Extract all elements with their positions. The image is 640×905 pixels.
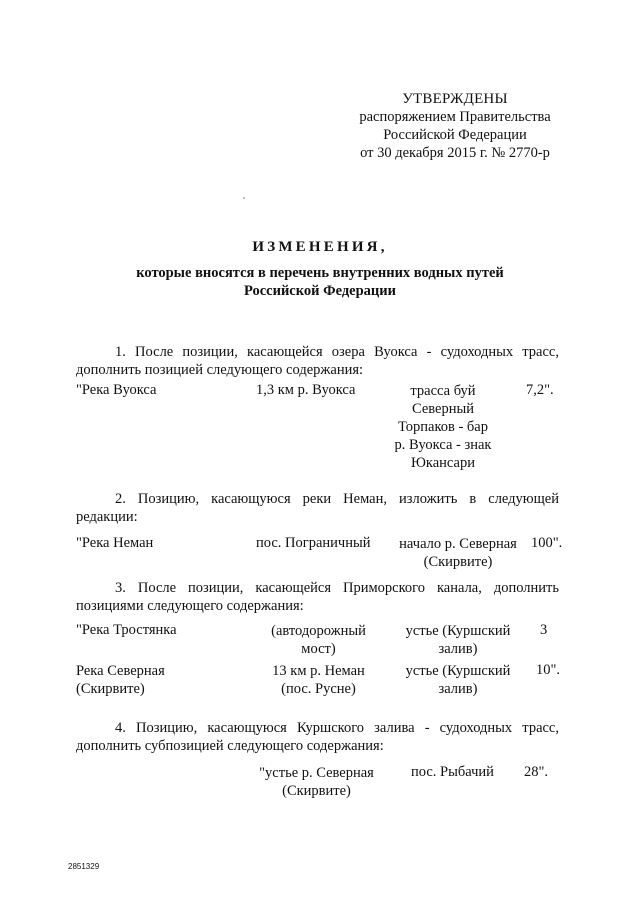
river-name: Река Северная (Скирвите) <box>76 663 165 697</box>
approval-line-government: распоряжением Правительства <box>359 109 551 125</box>
route-length: 28". <box>524 764 549 780</box>
route-end: трасса буй Северный Торпаков - бар р. Вуокса - знак Юкансари <box>394 383 492 471</box>
section-3-text: 3. После позиции, касающейся Приморского канала, дополнить позициями следующего содержания: <box>76 580 559 614</box>
route-start: 13 км р. Неман (пос. Русне) <box>272 663 365 697</box>
route-start: пос. Пограничный <box>256 535 371 551</box>
route-end: пос. Рыбачий <box>411 764 494 780</box>
route-length: 10". <box>536 662 561 678</box>
approval-line-date: от 30 декабря 2015 г. № 2770-р <box>360 145 550 161</box>
route-length: 3 <box>540 622 548 638</box>
route-start: 1,3 км р. Вуокса <box>256 382 356 398</box>
route-end: начало р. Северная (Скирвите) <box>399 536 517 570</box>
route-length: 7,2". <box>526 382 554 398</box>
approval-line-federation: Российской Федерации <box>383 127 527 143</box>
section-4-text: 4. Позицию, касающуюся Куршского залива - судоходных трасс, дополнить субпозицией следующего содержания: <box>76 720 559 754</box>
river-name: "Река Вуокса <box>76 382 157 398</box>
document-subtitle-line2: Российской Федерации <box>243 283 396 299</box>
route-end: устье (Куршский залив) <box>405 663 511 697</box>
section-1-text: 1. После позиции, касающейся озера Вуокса - судоходных трасс, дополнить позицией следующего содержания: <box>76 344 559 378</box>
route-length: 100". <box>531 535 563 551</box>
document-subtitle-line1: которые вносятся в перечень внутренних водных путей <box>136 265 504 281</box>
route-start: "устье р. Северная (Скирвите) <box>259 765 374 799</box>
approval-title: УТВЕРЖДЕНЫ <box>402 91 508 107</box>
river-name: "Река Неман <box>76 535 154 551</box>
document-title: ИЗМЕНЕНИЯ, <box>252 239 388 255</box>
section-2-text: 2. Позицию, касающуюся реки Неман, изложить в следующей редакции: <box>76 491 559 525</box>
document-code: 2851329 <box>68 862 100 871</box>
route-end: устье (Куршский залив) <box>405 623 511 657</box>
river-name: "Река Тростянка <box>76 622 177 638</box>
approval-block <box>330 90 580 162</box>
scan-dot <box>243 197 245 199</box>
route-start: (автодорожный мост) <box>271 623 366 657</box>
